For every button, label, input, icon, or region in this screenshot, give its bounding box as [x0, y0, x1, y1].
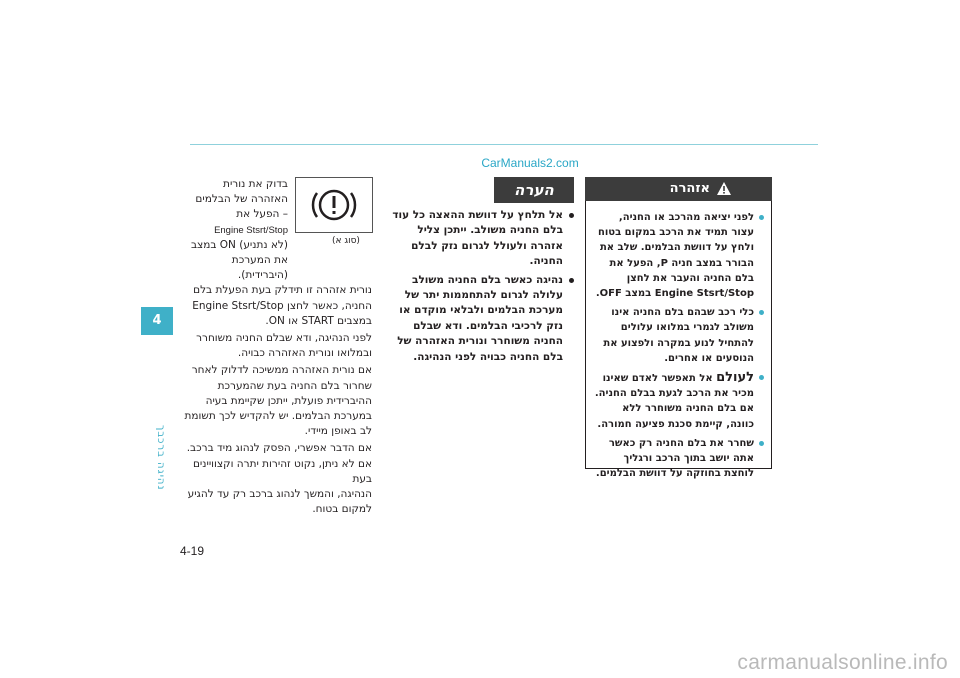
- left-column: [184, 177, 372, 519]
- figure-caption: (סוג א): [332, 236, 360, 246]
- warning-item: כלי רכב שבהם בלם החניה אינו משולב לגמרי במלואו עלולים להתחיל לנוע במקרה ולפצוע את הנוסעים או אחרים.: [594, 305, 764, 366]
- chapter-tab: 4: [141, 307, 173, 335]
- intro-line: את המערכת: [231, 254, 288, 267]
- intro-line: (היברידית).: [237, 269, 288, 282]
- chapter-label: נהיגה ברכבך: [155, 424, 166, 490]
- intro-line: (לא נתניע) ON במצב: [190, 238, 288, 251]
- warning-column: [594, 210, 764, 485]
- paragraph: לפני הנהיגה, ודא שבלם החניה משוחרר ובמלואו ונורית האזהרה כבויה.: [196, 332, 372, 360]
- warning-emphasis: לעולם: [716, 370, 754, 386]
- caution-item: נהיגה כאשר בלם החניה משולב עלולה לגרום להתחממות יתר של מערכת הבלמים ולבלאי מוקדם או נזק לרכיבי הבלמים. ודא שבלם החניה משוחרר ונורית האזהרה של בלם החניה כבויה לפני הנהיגה.: [385, 273, 575, 365]
- intro-line: – הפעל את: [236, 208, 288, 221]
- warning-triangle-icon: [716, 181, 732, 196]
- paragraph: אם הדבר אפשרי, הפסק לנהוג מיד ברכב. אם לא ניתן, נקוט זהירות יתרה וקצוויינים בעת הנהיגה, והמשך לנהוג ברכב רק עד להגיע למקום בטוח.: [186, 442, 372, 516]
- watermark-bottom: carmanualsonline.info: [737, 651, 948, 674]
- watermark-top: CarManuals2.com: [481, 156, 579, 170]
- intro-line: האזהרה של הבלמים: [195, 193, 288, 206]
- header-rule: [190, 144, 818, 145]
- warning-title: אזהרה: [669, 181, 710, 196]
- warning-header: [585, 177, 772, 201]
- paragraph: אם נורית האזהרה ממשיכה לדלוק לאחר שחרור בלם החניה בעת שהמערכת ההיברידית פועלת, ייתכן שקיימת בעיה במערכת הבלמים. יש להקדיש לכך תשומת לב באופן מיידי.: [184, 364, 372, 438]
- caution-header: הערה: [494, 177, 574, 203]
- caution-column: [385, 208, 575, 368]
- intro-block: [184, 177, 288, 283]
- paragraph: נורית אזהרה זו תידלק בעת הפעלת בלם החניה, כאשר לחצן Engine Stsrt/Stop במצבים START או ON.: [192, 284, 372, 327]
- page-number: 4-19: [180, 544, 205, 558]
- warning-item: לפני יציאה מהרכב או החניה, עצור תמיד את הרכב במקום בטוח ולחץ על דוושת הבלמים. שלב את הבורר במצב חניה P, הפעל את בלם החניה והעבר את לחצן Engine Stsrt/Stop במצב OFF.: [594, 210, 764, 301]
- intro-line: בדוק את נורית: [223, 178, 288, 190]
- intro-line: Engine Stsrt/Stop: [214, 224, 288, 236]
- warning-item: לעולם אל תאפשר לאדם שאינו מכיר את הרכב לגעת בבלם החניה. אם בלם החניה משוחרר ללא כוונה, קיימת סכנת פציעה חמורה.: [594, 370, 764, 432]
- caution-item: אל תלחץ על דוושת ההאצה כל עוד בלם החניה משולב. ייתכן צליל אזהרה ולעולל לגרום נזק לבלם החניה.: [385, 208, 575, 270]
- warning-item: שחרר את בלם החניה רק כאשר אתה יושב בתוך הרכב ורגליך לוחצת בחוזקה על דוושת הבלמים.: [594, 436, 764, 482]
